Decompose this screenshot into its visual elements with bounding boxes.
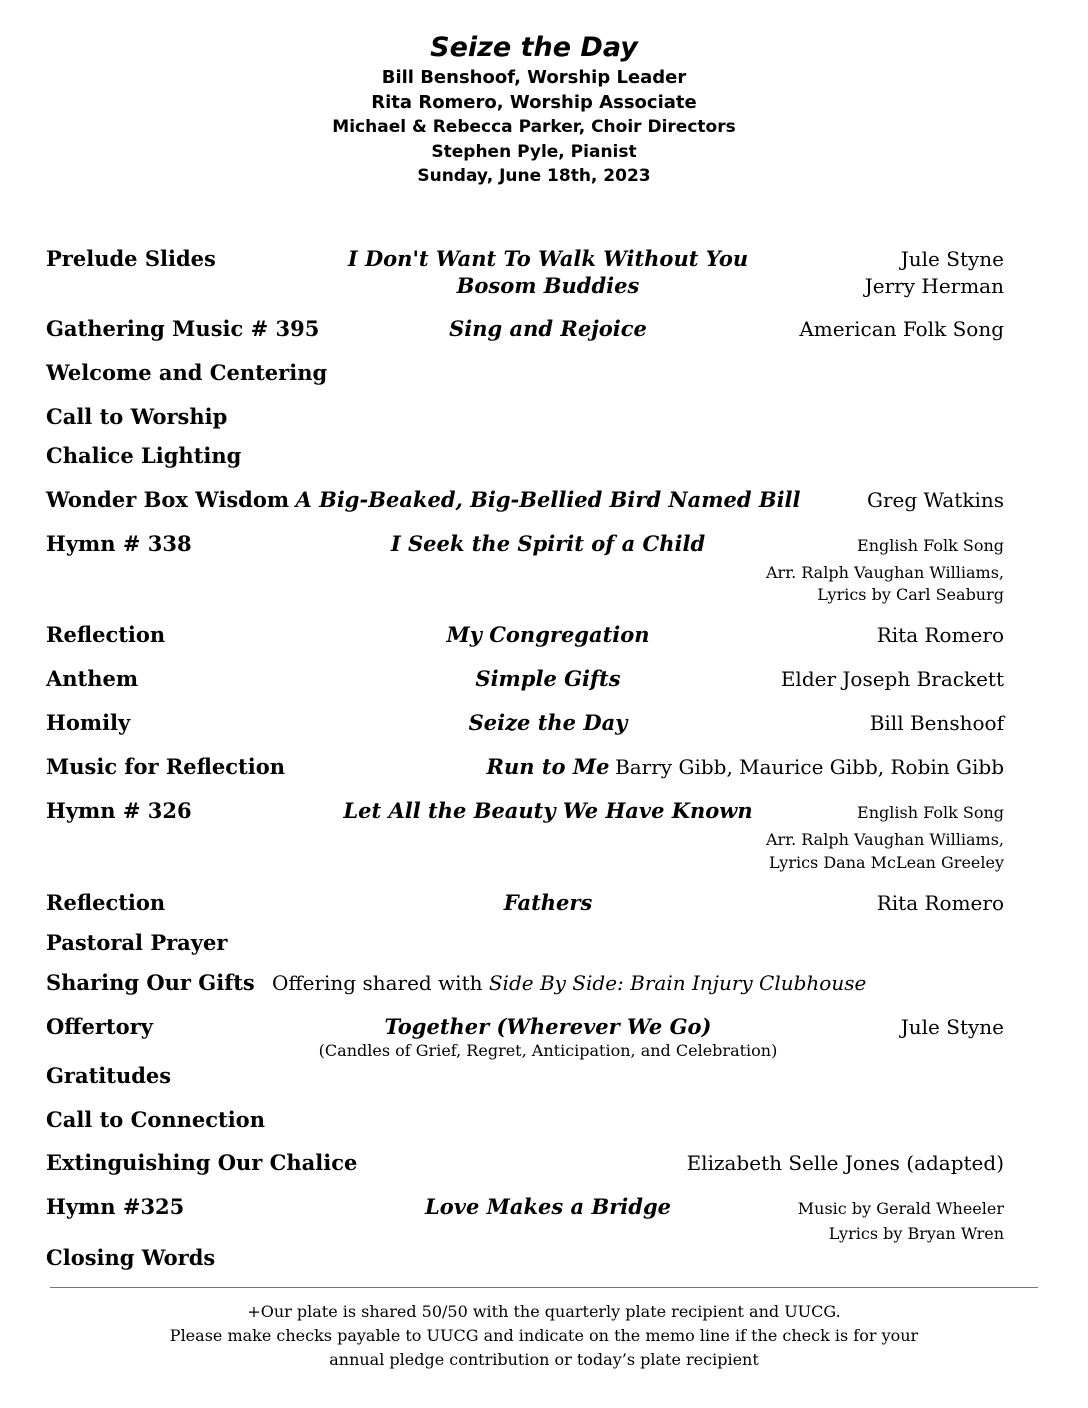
hymn-326-credit-3: Lyrics Dana McLean Greeley (768, 853, 1004, 872)
music-reflection-label: Music for Reflection (46, 754, 286, 779)
wonder-box-credit: Greg Watkins (867, 488, 1004, 512)
footer-line-1: +Our plate is shared 50/50 with the quarterly plate recipient and UUCG. (247, 1302, 841, 1321)
anthem-title: Simple Gifts (475, 666, 621, 691)
prelude-credit-2: Jerry Herman (864, 274, 1004, 298)
offertory-label: Offertory (46, 1014, 153, 1039)
hymn-338-credit-3: Lyrics by Carl Seaburg (817, 585, 1004, 604)
offering-recipient (272, 971, 866, 995)
hymn-338-label: Hymn # 338 (46, 531, 192, 556)
call-to-worship-label: Call to Worship (46, 404, 228, 429)
footer-line-3: annual pledge contribution or today’s plate recipient (329, 1350, 759, 1369)
anthem-label: Anthem (46, 666, 139, 691)
prelude-title-2: Bosom Buddies (456, 273, 640, 298)
worship-leader: Bill Benshoof, Worship Leader (381, 67, 687, 88)
extinguishing-credit: Elizabeth Selle Jones (adapted) (686, 1151, 1004, 1175)
reflection-2-title: Fathers (503, 890, 593, 915)
prelude-label: Prelude Slides (46, 246, 216, 271)
sharing-gifts-label: Sharing Our Gifts (46, 970, 255, 995)
worship-associate: Rita Romero, Worship Associate (371, 91, 697, 113)
anthem-credit: Elder Joseph Brackett (780, 667, 1004, 691)
hymn-326-title: Let All the Beauty We Have Known (343, 798, 753, 823)
service-date: Sunday, June 18th, 2023 (417, 166, 651, 186)
welcome-label: Welcome and Centering (46, 360, 328, 385)
pastoral-prayer-label: Pastoral Prayer (46, 930, 228, 955)
wonder-box-title: A Big-Beaked, Big-Bellied Bird Named Bill (295, 487, 801, 512)
call-to-connection-label: Call to Connection (46, 1107, 265, 1132)
hymn-326-credit-1: English Folk Song (857, 803, 1004, 822)
footer-divider (50, 1287, 1038, 1288)
wonder-box-label: Wonder Box Wisdom (46, 487, 290, 512)
gratitudes-label: Gratitudes (46, 1063, 172, 1088)
gathering-label: Gathering Music # 395 (46, 316, 320, 341)
reflection-2-credit: Rita Romero (876, 891, 1004, 915)
gathering-credit: American Folk Song (799, 317, 1004, 341)
music-reflection-credit: Barry Gibb, Maurice Gibb, Robin Gibb (615, 755, 1004, 779)
reflection-1-label: Reflection (46, 622, 166, 647)
offertory-note: (Candles of Grief, Regret, Anticipation, and Celebration) (318, 1041, 778, 1060)
offertory-title: Together (Wherever We Go) (384, 1014, 712, 1039)
closing-words-label: Closing Words (46, 1245, 216, 1270)
hymn-325-title: Love Makes a Bridge (425, 1194, 671, 1219)
offertory-credit: Jule Styne (900, 1015, 1004, 1039)
offering-text: Offering shared with (272, 971, 489, 995)
prelude-title-1: I Don't Want To Walk Without You (347, 246, 749, 271)
hymn-338-credit-1: English Folk Song (857, 536, 1004, 555)
homily-title: Seize the Day (468, 710, 628, 735)
hymn-325-credit-1: Music by Gerald Wheeler (797, 1199, 1004, 1218)
hymn-338-title: I Seek the Spirit of a Child (390, 531, 706, 556)
reflection-1-title: My Congregation (446, 622, 650, 647)
gathering-title: Sing and Rejoice (449, 316, 647, 341)
service-title: Seize the Day (430, 32, 638, 63)
prelude-credit-1: Jule Styne (900, 247, 1004, 271)
chalice-lighting-label: Chalice Lighting (46, 443, 242, 468)
hymn-326-credit-2: Arr. Ralph Vaughan Williams, (765, 830, 1004, 849)
hymn-326-label: Hymn # 326 (46, 798, 192, 823)
bulletin-footer (0, 1300, 1088, 1372)
footer-line-2: Please make checks payable to UUCG and indicate on the memo line if the check is for your (169, 1326, 919, 1345)
reflection-1-credit: Rita Romero (876, 623, 1004, 647)
choir-directors: Michael & Rebecca Parker, Choir Directors (332, 117, 736, 137)
reflection-2-label: Reflection (46, 890, 166, 915)
hymn-325-label: Hymn #325 (46, 1194, 185, 1219)
homily-label: Homily (46, 710, 131, 735)
extinguishing-label: Extinguishing Our Chalice (46, 1150, 358, 1175)
music-reflection-title: Run to Me (486, 754, 610, 779)
offering-recipient-name: Side By Side: Brain Injury Clubhouse (488, 971, 867, 995)
hymn-338-credit-2: Arr. Ralph Vaughan Williams, (765, 563, 1004, 582)
homily-credit: Bill Benshoof (869, 711, 1004, 735)
hymn-325-credit-2: Lyrics by Bryan Wren (828, 1224, 1004, 1243)
pianist: Stephen Pyle, Pianist (431, 141, 637, 162)
